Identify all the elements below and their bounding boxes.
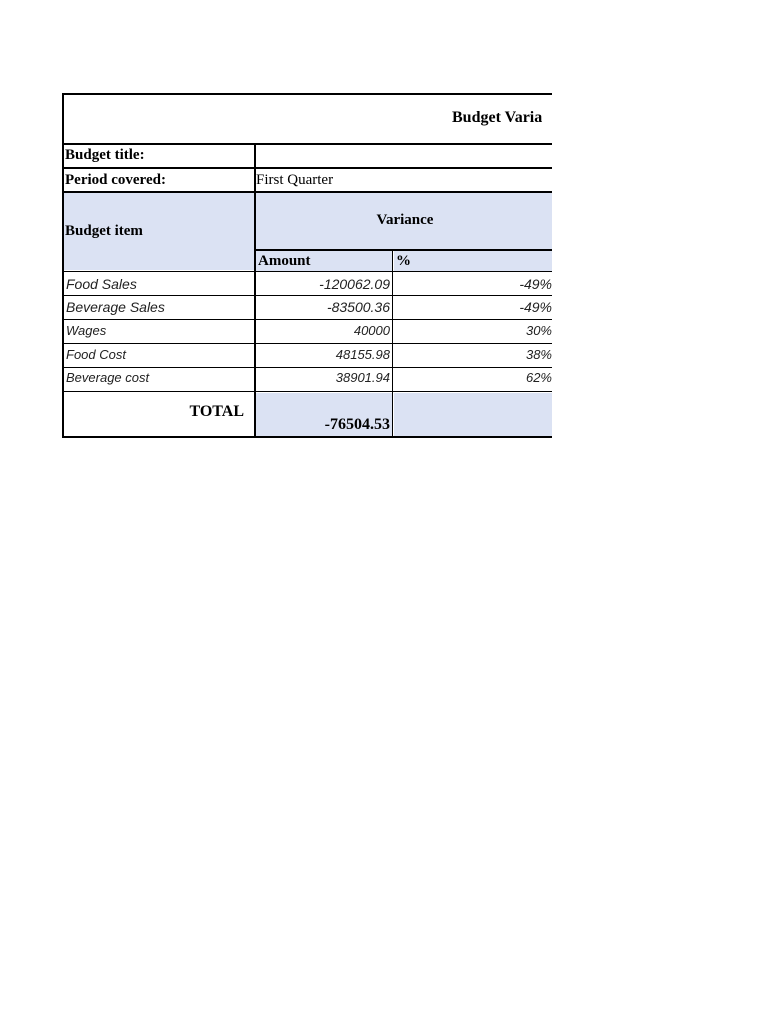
row-item: Wages (66, 323, 107, 338)
grid-line (64, 343, 552, 344)
grid-line (64, 319, 552, 320)
row-amount: -83500.36 (326, 299, 390, 315)
grid-line (254, 143, 256, 438)
row-amount: 38901.94 (335, 370, 390, 385)
row-percent: 62% (525, 370, 552, 385)
row-amount: 48155.98 (335, 347, 390, 362)
total-label: TOTAL (189, 403, 244, 420)
budget-item-header: Budget item (65, 223, 143, 239)
row-amount: 40000 (353, 323, 390, 338)
row-item: Food Sales (66, 276, 137, 292)
row-item: Beverage Sales (66, 299, 165, 315)
budget-title-label: Budget title: (65, 147, 145, 163)
grid-line (64, 143, 552, 145)
row-item: Beverage cost (66, 370, 150, 385)
total-amount: -76504.53 (324, 416, 390, 433)
grid-line (256, 249, 552, 251)
budget-title-value[interactable] (256, 147, 552, 169)
percent-header: % (396, 253, 411, 269)
report-title: Budget Varia (452, 109, 543, 126)
row-percent: -49% (519, 276, 552, 292)
amount-header: Amount (258, 253, 311, 269)
grid-line (64, 167, 552, 169)
grid-line (64, 191, 552, 193)
grid-line (392, 249, 393, 438)
row-percent: -49% (519, 299, 552, 315)
period-covered-value[interactable]: First Quarter (256, 172, 334, 188)
variance-header: Variance (376, 212, 434, 228)
row-item: Food Cost (66, 347, 126, 362)
row-amount: -120062.09 (319, 276, 390, 292)
budget-variance-sheet (62, 93, 552, 438)
percent-header-cell (394, 251, 552, 272)
grid-line (64, 271, 552, 272)
row-percent: 30% (525, 323, 552, 338)
grid-line (64, 367, 552, 368)
period-covered-label: Period covered: (65, 172, 166, 188)
grid-line (64, 391, 552, 392)
row-percent: 38% (525, 347, 552, 362)
grid-line (64, 295, 552, 296)
total-percent-cell (394, 393, 552, 438)
